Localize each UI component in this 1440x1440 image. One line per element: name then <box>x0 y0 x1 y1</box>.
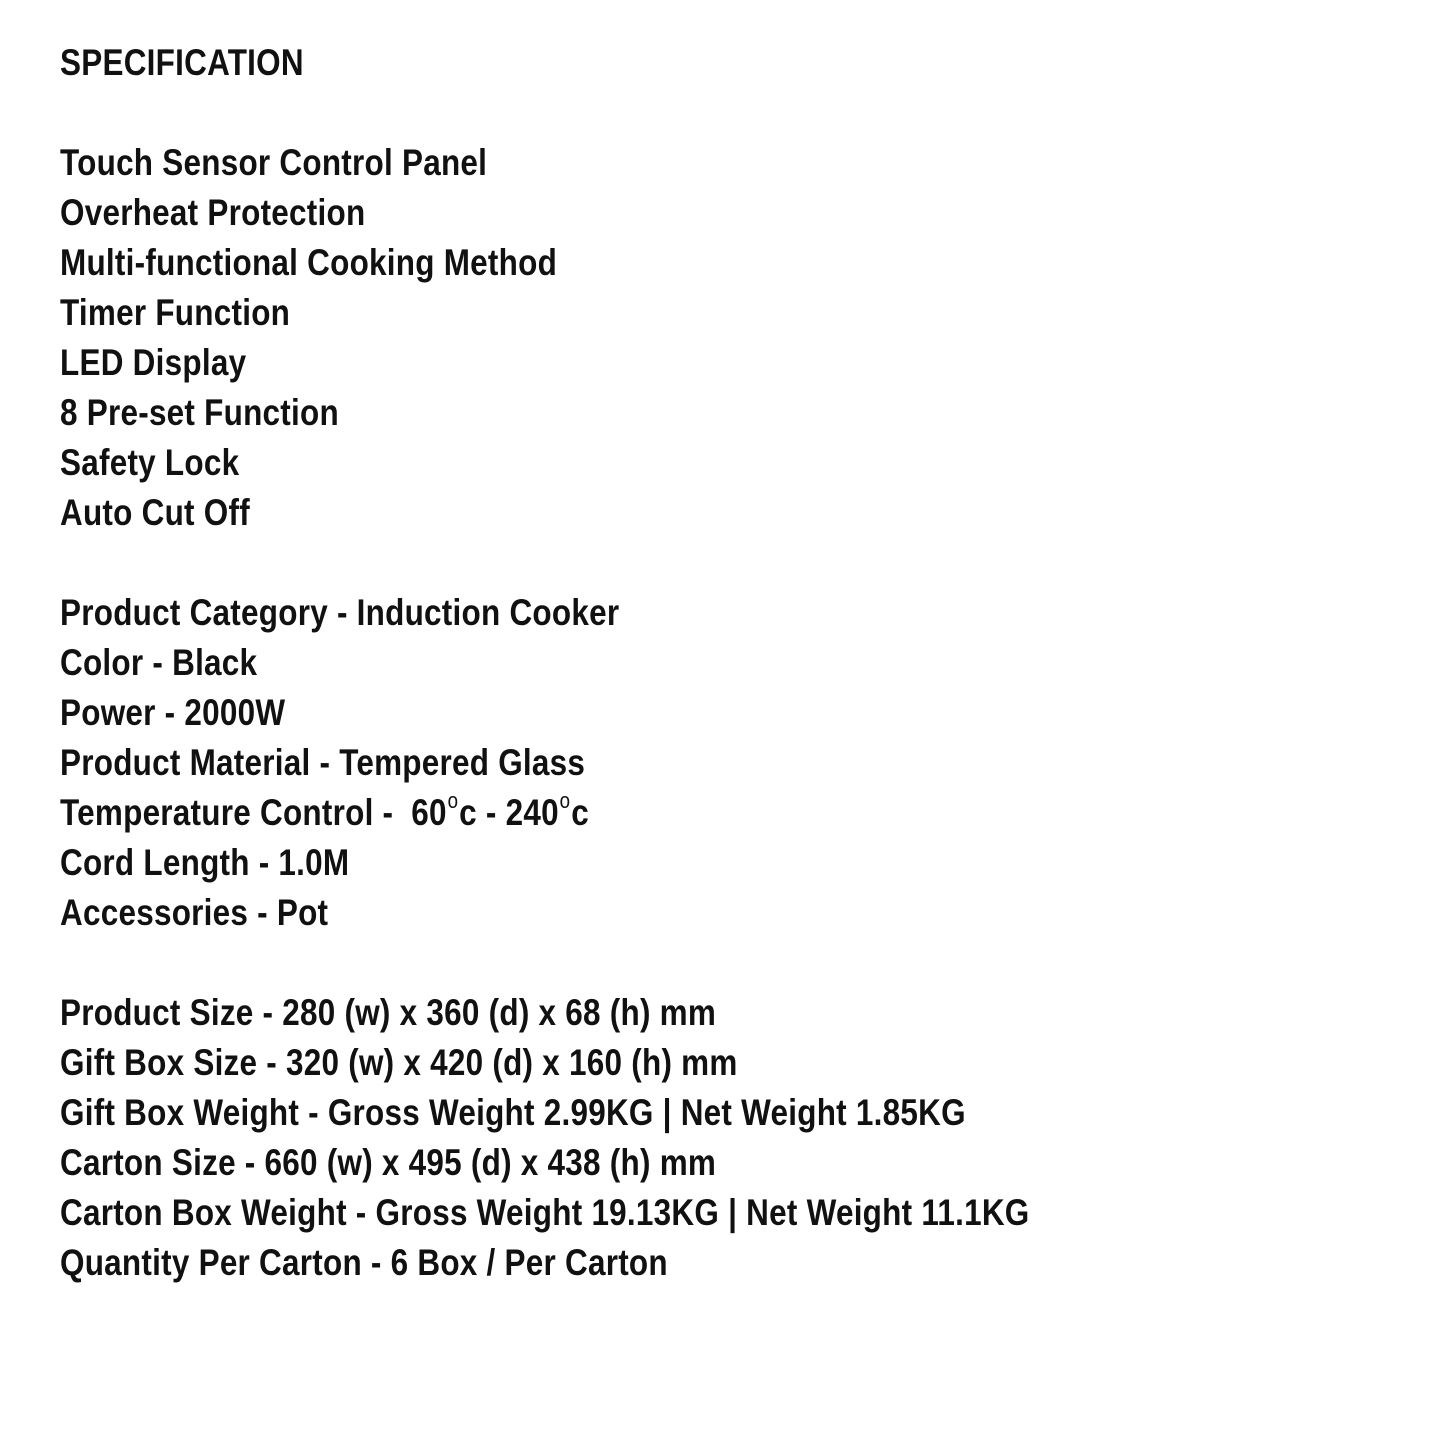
temperature-prefix: Temperature Control - 60 <box>60 792 447 833</box>
feature-list <box>60 138 1400 538</box>
spacer <box>60 938 1400 988</box>
product-power: Power - 2000W <box>60 692 286 733</box>
gift-box-size: Gift Box Size - 320 (w) x 420 (d) x 160 (h) mm <box>60 1042 738 1083</box>
feature-item: Timer Function <box>60 292 291 333</box>
packaging-list <box>60 988 1400 1288</box>
carton-size: Carton Size - 660 (w) x 495 (d) x 438 (h) mm <box>60 1142 717 1183</box>
temperature-middle: c - 240 <box>459 792 559 833</box>
cord-length: Cord Length - 1.0M <box>60 842 350 883</box>
feature-item: Touch Sensor Control Panel <box>60 142 488 183</box>
spec-title: SPECIFICATION <box>60 42 304 83</box>
product-category: Product Category - Induction Cooker <box>60 592 620 633</box>
spacer <box>60 538 1400 588</box>
accessories: Accessories - Pot <box>60 892 329 933</box>
carton-box-weight: Carton Box Weight - Gross Weight 19.13KG | Net Weight 11.1KG <box>60 1192 1030 1233</box>
product-color: Color - Black <box>60 642 258 683</box>
temperature-suffix: c <box>571 792 589 833</box>
degree-symbol: o <box>447 787 459 813</box>
feature-item: Multi-functional Cooking Method <box>60 242 558 283</box>
degree-symbol: o <box>559 787 571 813</box>
spacer <box>60 88 1400 138</box>
product-info-list <box>60 588 1400 938</box>
feature-item: 8 Pre-set Function <box>60 392 339 433</box>
product-material: Product Material - Tempered Glass <box>60 742 586 783</box>
gift-box-weight: Gift Box Weight - Gross Weight 2.99KG | Net Weight 1.85KG <box>60 1092 966 1133</box>
feature-item: Auto Cut Off <box>60 492 250 533</box>
feature-item: Safety Lock <box>60 442 240 483</box>
temperature-control <box>60 788 1199 838</box>
feature-item: LED Display <box>60 342 247 383</box>
specification-sheet <box>60 38 1400 1288</box>
product-size: Product Size - 280 (w) x 360 (d) x 68 (h) mm <box>60 992 717 1033</box>
quantity-per-carton: Quantity Per Carton - 6 Box / Per Carton <box>60 1242 668 1283</box>
feature-item: Overheat Protection <box>60 192 366 233</box>
